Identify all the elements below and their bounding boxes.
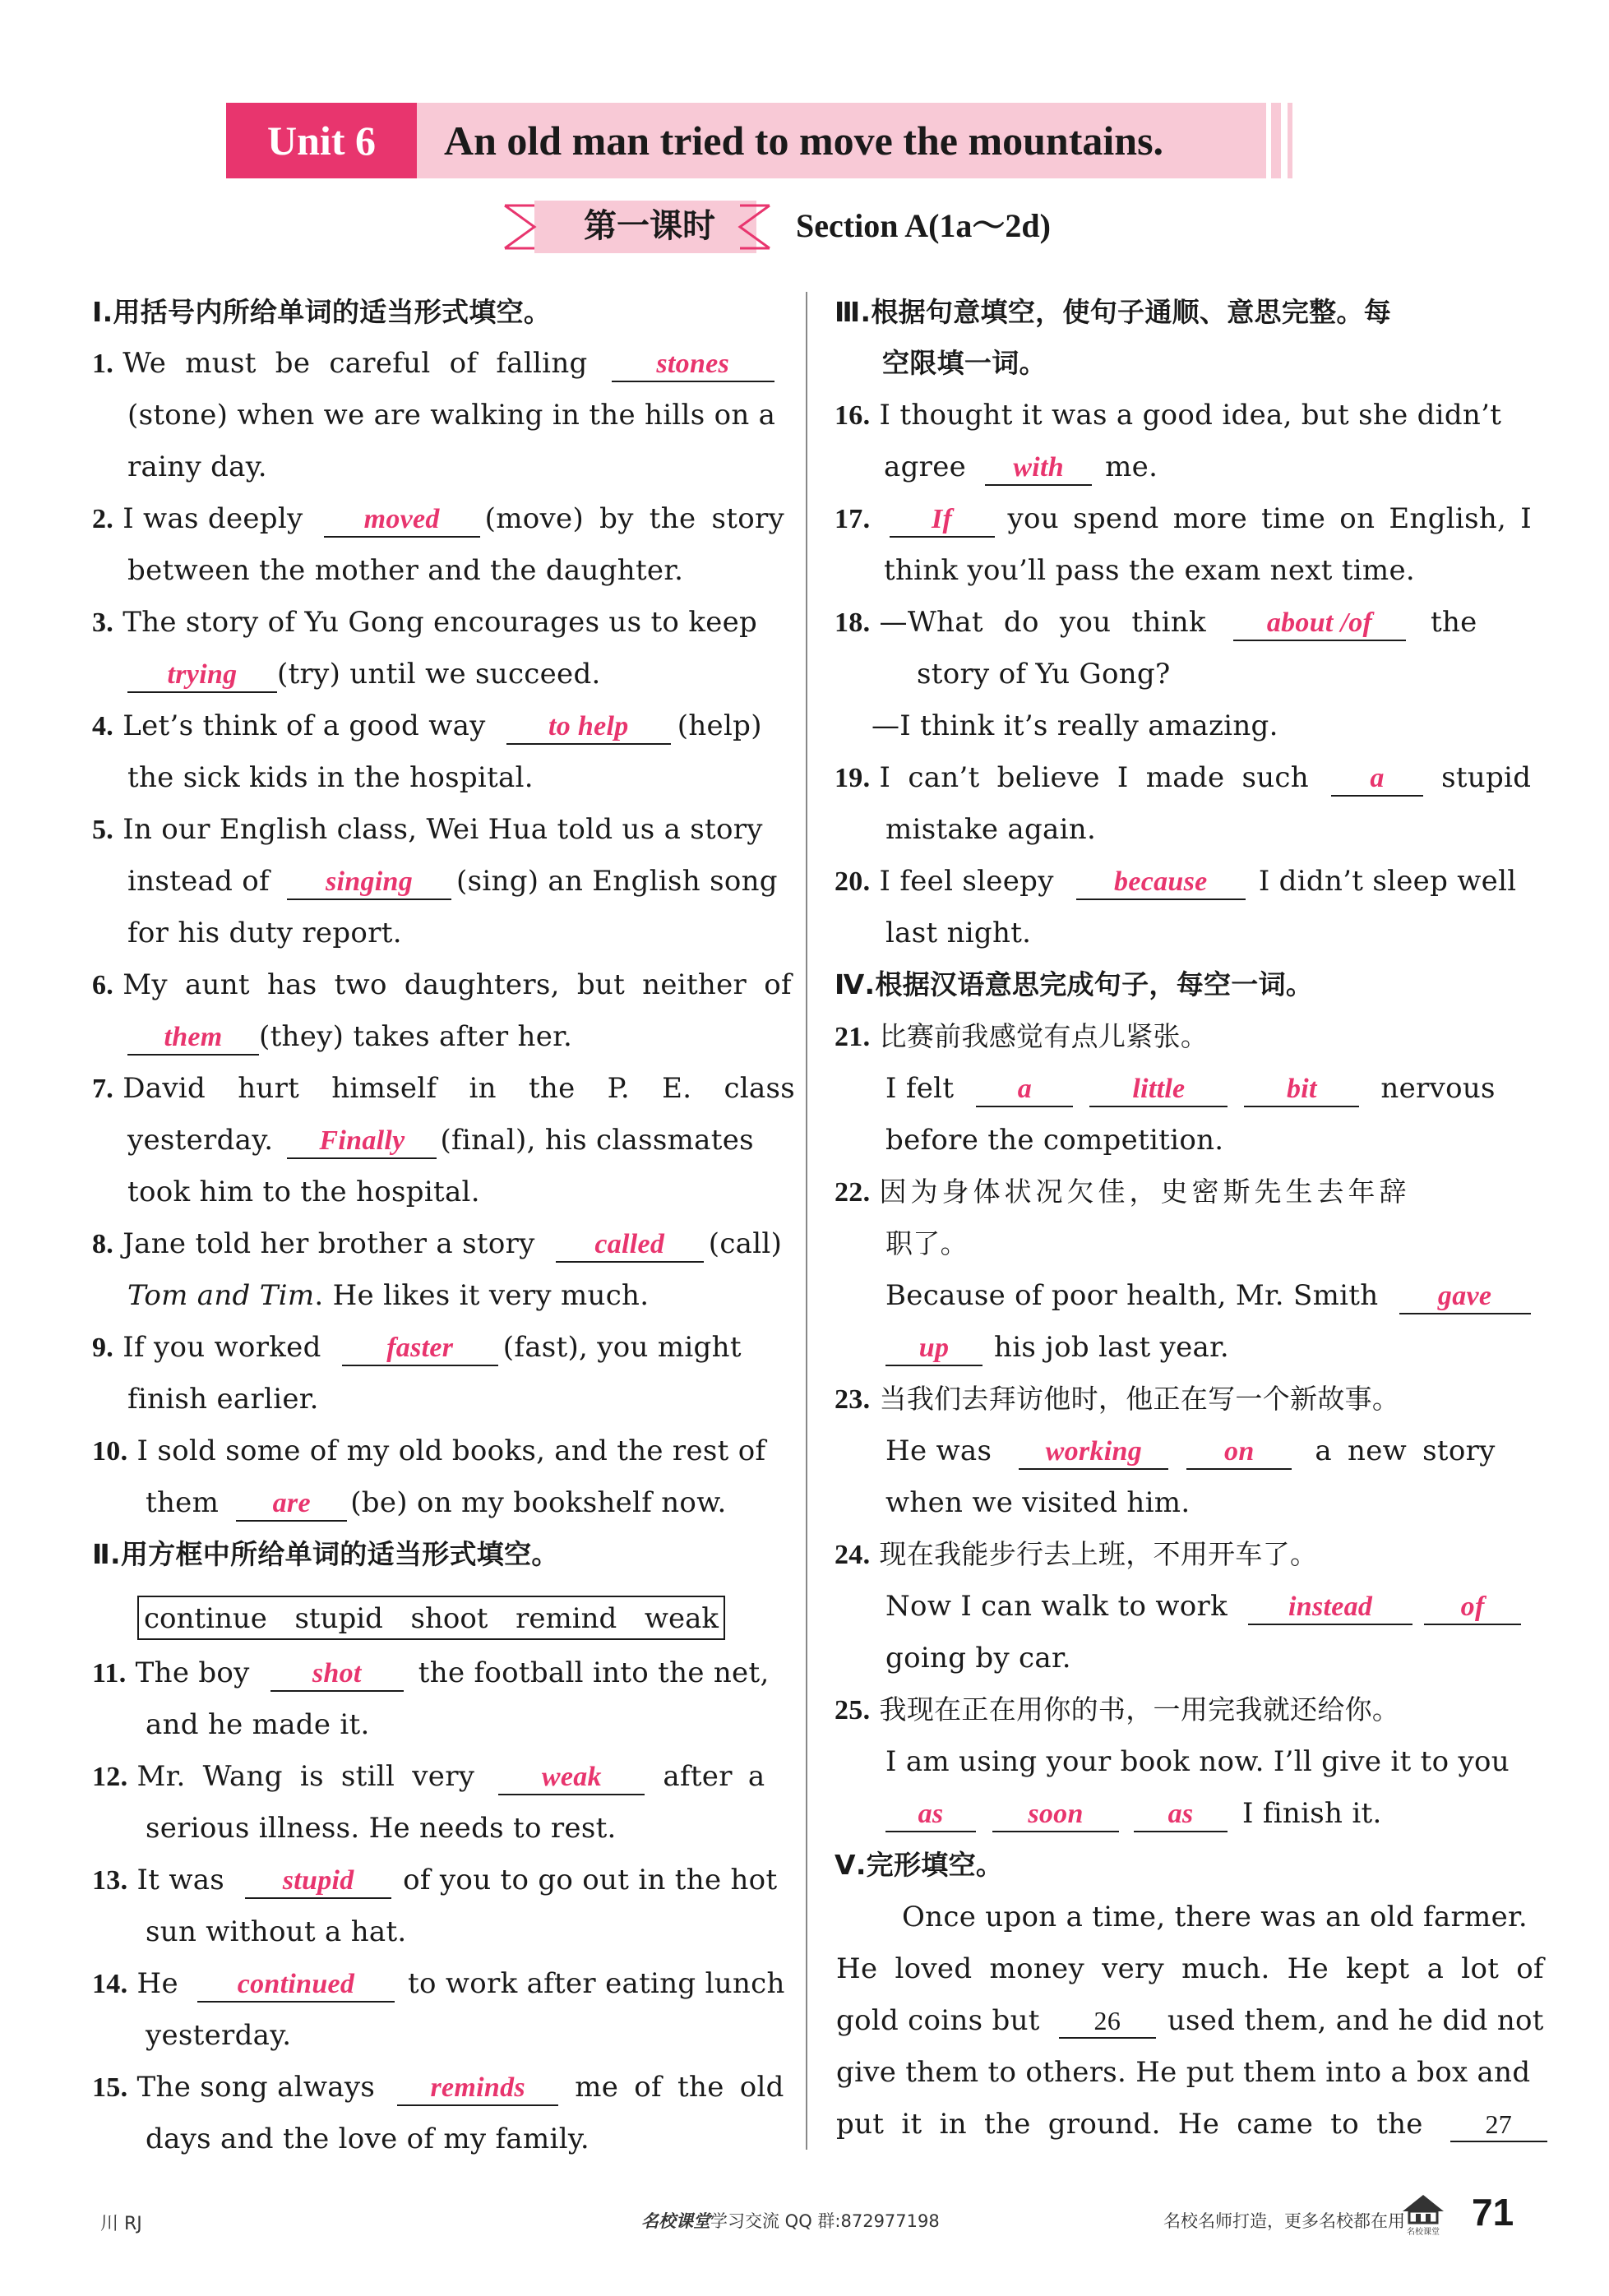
question-20-line-2: last night. — [885, 917, 1032, 949]
question-7-line-1 — [92, 1069, 795, 1109]
question-number: 19. — [835, 763, 871, 793]
question-text: David hurt himself in the P. E. class — [123, 1072, 796, 1105]
question-text: I finish it. — [1242, 1797, 1382, 1830]
question-text: Jane told her brother a story — [123, 1227, 535, 1260]
question-chinese: 当我们去拜访他时，他正在写一个新故事。 — [879, 1383, 1400, 1415]
answer-blank[interactable]: If — [890, 503, 995, 538]
question-15-line-1 — [92, 2067, 784, 2108]
question-4-line-2: the sick kids in the hospital. — [127, 761, 534, 794]
question-6-line-2 — [127, 1017, 572, 1056]
answer-blank[interactable]: about /of — [1233, 607, 1406, 641]
question-number: 5. — [92, 815, 114, 845]
answer-blank[interactable]: reminds — [397, 2072, 558, 2106]
question-text: the — [1430, 606, 1477, 639]
footer-edition: 川 RJ — [100, 2214, 142, 2234]
question-24-line-1 — [835, 1535, 1317, 1575]
question-number: 24. — [835, 1540, 871, 1570]
question-number: 14. — [92, 1969, 128, 1999]
question-number: 9. — [92, 1333, 114, 1363]
question-text: He — [136, 1967, 178, 2000]
passage-text: used them, and he did not — [1167, 2004, 1544, 2037]
question-13-line-1 — [92, 1860, 777, 1901]
answer-blank[interactable]: up — [885, 1332, 983, 1366]
question-number: 2. — [92, 504, 114, 534]
question-3-line-2 — [127, 654, 601, 694]
question-text: (move) by the story — [484, 502, 785, 535]
passage-text: gold coins but — [836, 2004, 1040, 2037]
question-text: you spend more time on English, I — [1007, 502, 1532, 535]
question-number: 15. — [92, 2072, 128, 2103]
banner-edge — [1288, 103, 1292, 178]
question-number: 17. — [835, 504, 871, 534]
question-11-line-2: and he made it. — [146, 1708, 370, 1741]
question-9-line-1 — [92, 1328, 742, 1368]
question-number: 4. — [92, 711, 114, 741]
question-text: My aunt has two daughters, but neither of — [123, 968, 792, 1001]
question-text: yesterday. — [127, 1124, 274, 1157]
question-text: I feel sleepy — [879, 865, 1054, 898]
question-16-line-2 — [884, 447, 1158, 487]
question-19-line-1 — [835, 758, 1531, 798]
question-text: (sing) an English song — [456, 865, 778, 898]
question-text: We must be careful of falling — [123, 347, 588, 380]
question-text: stupid — [1441, 761, 1532, 794]
question-1-line-1 — [92, 344, 774, 384]
question-text: Now I can walk to work — [885, 1590, 1228, 1623]
footer-qq-group — [641, 2208, 940, 2233]
question-24-line-3: going by car. — [885, 1642, 1071, 1675]
passage-line-2: He loved money very much. He kept a lot of — [836, 1952, 1544, 1985]
question-10-line-2 — [146, 1483, 727, 1522]
question-text: (help) — [677, 709, 762, 742]
footer-slogan: 名校名师打造，更多名校都在用 — [1163, 2211, 1405, 2231]
question-10-line-1 — [92, 1431, 765, 1471]
answer-blank[interactable]: them — [127, 1021, 259, 1056]
cloze-blank[interactable]: 27 — [1450, 2108, 1547, 2142]
question-number: 13. — [92, 1865, 128, 1896]
answer-blank[interactable]: on — [1186, 1435, 1292, 1470]
answer-blank[interactable]: a — [976, 1073, 1073, 1107]
question-18-line-2: story of Yu Gong? — [917, 658, 1171, 691]
unit-label: Unit 6 — [226, 103, 417, 178]
answer-blank[interactable]: as — [1134, 1798, 1228, 1832]
page-number: 71 — [1472, 2191, 1514, 2234]
question-number: 7. — [92, 1074, 114, 1104]
question-9-line-2: finish earlier. — [127, 1383, 319, 1416]
question-14-line-2: yesterday. — [146, 2019, 292, 2052]
question-text: instead of — [127, 865, 270, 898]
question-number: 25. — [835, 1695, 871, 1725]
question-text: In our English class, Wei Hua told us a story — [123, 813, 763, 846]
question-text: (fast), you might — [502, 1331, 742, 1364]
question-23-line-2 — [885, 1431, 1496, 1471]
section-2-title: Ⅱ.用方框中所给单词的适当形式填空。 — [92, 1538, 559, 1570]
answer-blank[interactable]: instead — [1248, 1591, 1412, 1625]
question-text: of you to go out in the hot — [403, 1864, 778, 1896]
answer-blank[interactable]: soon — [992, 1798, 1119, 1832]
answer-blank[interactable]: little — [1089, 1073, 1228, 1107]
passage-line-3 — [836, 2001, 1544, 2040]
column-divider — [806, 292, 807, 2150]
question-chinese: 我现在正在用你的书，一用完我就还给你。 — [879, 1693, 1400, 1725]
passage-text: put it in the ground. He came to the — [836, 2108, 1423, 2141]
passage-line-5 — [836, 2104, 1547, 2144]
answer-blank[interactable]: stupid — [245, 1864, 391, 1899]
question-number: 12. — [92, 1762, 128, 1792]
question-22-line-2: 职了。 — [885, 1227, 968, 1259]
word-bank-item: shoot — [410, 1602, 488, 1635]
question-text: The boy — [135, 1656, 250, 1689]
question-text: nervous — [1380, 1072, 1496, 1105]
question-text: He was — [885, 1434, 992, 1467]
question-12-line-2: serious illness. He needs to rest. — [146, 1812, 617, 1845]
question-22-line-1 — [835, 1172, 1411, 1213]
question-text: The story of Yu Gong encourages us to keep — [123, 606, 758, 639]
answer-blank[interactable]: bit — [1244, 1073, 1359, 1107]
answer-blank[interactable]: gave — [1399, 1280, 1531, 1314]
question-text: I was deeply — [123, 502, 303, 535]
question-5-line-3: for his duty report. — [127, 917, 402, 949]
question-25-line-2: I am using your book now. I’ll give it to you — [885, 1745, 1510, 1778]
cloze-blank[interactable]: 26 — [1059, 2004, 1156, 2039]
question-chinese: 因为身体状况欠佳，史密斯先生去年辞 — [879, 1176, 1411, 1208]
answer-blank[interactable]: singing — [287, 866, 451, 900]
answer-blank[interactable]: trying — [127, 658, 277, 693]
question-text: the football into the net, — [418, 1656, 770, 1689]
unit-banner — [226, 103, 1266, 178]
question-6-line-1 — [92, 965, 792, 1005]
question-text: a new story — [1315, 1434, 1496, 1467]
question-text: It was — [136, 1864, 225, 1896]
question-text: I didn’t sleep well — [1258, 865, 1517, 898]
question-3-line-1 — [92, 603, 757, 643]
question-number: 1. — [92, 349, 114, 379]
question-text: I thought it was a good idea, but she didn’t — [879, 399, 1502, 432]
logo-text: 名校课堂 — [1407, 2228, 1440, 2237]
banner-edge — [1271, 103, 1281, 178]
question-19-line-2: mistake again. — [885, 813, 1097, 846]
question-number: 21. — [835, 1022, 871, 1052]
question-number: 6. — [92, 970, 114, 1000]
question-23-line-3: when we visited him. — [885, 1486, 1191, 1519]
question-15-line-2: days and the love of my family. — [146, 2123, 590, 2155]
word-bank-item: stupid — [294, 1602, 383, 1635]
answer-blank[interactable]: called — [556, 1228, 704, 1263]
question-number: 16. — [835, 400, 871, 431]
answer-blank[interactable]: to help — [506, 710, 671, 745]
word-bank-item: continue — [144, 1602, 267, 1635]
word-bank-item: weak — [644, 1602, 719, 1635]
question-text: (try) until we succeed. — [277, 658, 601, 691]
question-21-line-2 — [885, 1069, 1496, 1108]
question-text: after a — [663, 1760, 765, 1793]
answer-blank[interactable]: Finally — [287, 1125, 437, 1159]
question-4-line-1 — [92, 706, 762, 746]
question-number: 8. — [92, 1229, 114, 1259]
question-17-line-1 — [835, 499, 1532, 539]
word-bank-item: remind — [516, 1602, 617, 1635]
question-5-line-2 — [127, 862, 778, 901]
question-number: 22. — [835, 1177, 871, 1208]
question-20-line-1 — [835, 862, 1516, 902]
question-1-line-3: rainy day. — [127, 450, 267, 483]
question-number: 18. — [835, 607, 871, 638]
question-17-line-2: think you’ll pass the exam next time. — [884, 554, 1415, 587]
answer-blank[interactable]: working — [1019, 1435, 1168, 1470]
question-text: . He likes it very much. — [314, 1279, 650, 1312]
question-text: The song always — [136, 2071, 376, 2104]
question-22-line-3 — [885, 1276, 1531, 1315]
question-1-line-2: (stone) when we are walking in the hills on a — [127, 399, 776, 432]
question-text: (call) — [708, 1227, 783, 1260]
section-3-title-line-1: Ⅲ.根据句意填空，使句子通顺、意思完整。每 — [835, 296, 1392, 328]
question-23-line-1 — [835, 1379, 1399, 1420]
section-1-title: Ⅰ.用括号内所给单词的适当形式填空。 — [92, 296, 552, 328]
brand-logo-icon — [1398, 2187, 1449, 2238]
question-text: Mr. Wang is still very — [136, 1760, 475, 1793]
question-text: me. — [1105, 450, 1158, 483]
story-title: Tom and Tim — [127, 1279, 315, 1312]
question-21-line-3: before the competition. — [885, 1124, 1224, 1157]
question-16-line-1 — [835, 395, 1501, 436]
answer-blank[interactable]: stones — [612, 348, 774, 382]
question-text: agree — [884, 450, 967, 483]
question-7-line-2 — [127, 1120, 754, 1160]
lesson-label: 第一课时 — [584, 207, 715, 245]
footer-brand: 名校课堂 — [641, 2211, 710, 2231]
answer-blank[interactable]: with — [985, 451, 1092, 486]
question-24-line-2 — [885, 1587, 1521, 1626]
question-number: 10. — [92, 1436, 128, 1467]
answer-blank[interactable]: as — [885, 1798, 976, 1832]
question-21-line-1 — [835, 1017, 1208, 1057]
question-text: his job last year. — [994, 1331, 1229, 1364]
answer-blank[interactable]: continued — [197, 1968, 395, 2003]
question-text: (final), his classmates — [440, 1124, 754, 1157]
passage-line-4: give them to others. He put them into a box and — [836, 2056, 1531, 2089]
question-text: Because of poor health, Mr. Smith — [885, 1279, 1379, 1312]
question-13-line-2: sun without a hat. — [146, 1915, 407, 1948]
question-text: I felt — [885, 1072, 955, 1105]
question-22-line-4 — [885, 1328, 1229, 1367]
word-bank-box — [137, 1596, 725, 1640]
question-number: 23. — [835, 1384, 871, 1415]
answer-blank[interactable]: weak — [498, 1761, 645, 1795]
section-3-title-line-2: 空限填一词。 — [882, 347, 1047, 379]
question-18-line-3: —I think it’s really amazing. — [872, 709, 1278, 742]
question-2-line-2: between the mother and the daughter. — [127, 554, 684, 587]
footer-qq-text: 学习交流 QQ 群:872977198 — [710, 2211, 940, 2231]
question-text: me of the old — [575, 2071, 784, 2104]
question-5-line-1 — [92, 810, 763, 850]
question-text: If you worked — [123, 1331, 321, 1364]
answer-blank[interactable]: moved — [324, 503, 480, 538]
question-text: (they) takes after her. — [259, 1020, 573, 1053]
answer-blank[interactable]: a — [1331, 762, 1423, 797]
answer-blank[interactable]: shot — [270, 1657, 404, 1692]
question-25-line-1 — [835, 1690, 1399, 1730]
question-text: to work after eating lunch — [408, 1967, 785, 2000]
question-text: I can’t believe I made such — [879, 761, 1309, 794]
question-2-line-1 — [92, 499, 784, 539]
question-12-line-1 — [92, 1757, 765, 1797]
question-14-line-1 — [92, 1964, 785, 2004]
section-4-title: Ⅳ.根据汉语意思完成句子，每空一词。 — [835, 968, 1314, 1000]
question-text: Let’s think of a good way — [123, 709, 486, 742]
answer-blank[interactable]: because — [1076, 866, 1246, 900]
unit-title: An old man tried to move the mountains. — [444, 118, 1164, 164]
question-number: 11. — [92, 1658, 127, 1689]
question-25-line-3 — [885, 1794, 1382, 1833]
question-number: 3. — [92, 607, 114, 638]
question-11-line-1 — [92, 1653, 770, 1693]
lesson-section: Section A(1a～2d) — [796, 207, 1051, 244]
answer-blank[interactable]: are — [236, 1487, 347, 1522]
question-7-line-3: took him to the hospital. — [127, 1176, 480, 1208]
question-text: (be) on my bookshelf now. — [350, 1486, 727, 1519]
question-8-line-1 — [92, 1224, 782, 1264]
question-8-line-2 — [127, 1276, 649, 1315]
question-text: I sold some of my old books, and the rest of — [136, 1434, 766, 1467]
section-5-title: Ⅴ.完形填空。 — [835, 1849, 1004, 1881]
question-text: them — [146, 1486, 220, 1519]
question-chinese: 现在我能步行去上班，不用开车了。 — [879, 1538, 1318, 1570]
question-18-line-1 — [835, 603, 1477, 643]
answer-blank[interactable]: of — [1424, 1591, 1521, 1625]
question-number: 20. — [835, 866, 871, 897]
passage-line-1: Once upon a time, there was an old farmer. — [902, 1901, 1528, 1933]
question-chinese: 比赛前我感觉有点儿紧张。 — [879, 1020, 1209, 1052]
question-text: —What do you think — [879, 606, 1206, 639]
answer-blank[interactable]: faster — [342, 1332, 498, 1366]
